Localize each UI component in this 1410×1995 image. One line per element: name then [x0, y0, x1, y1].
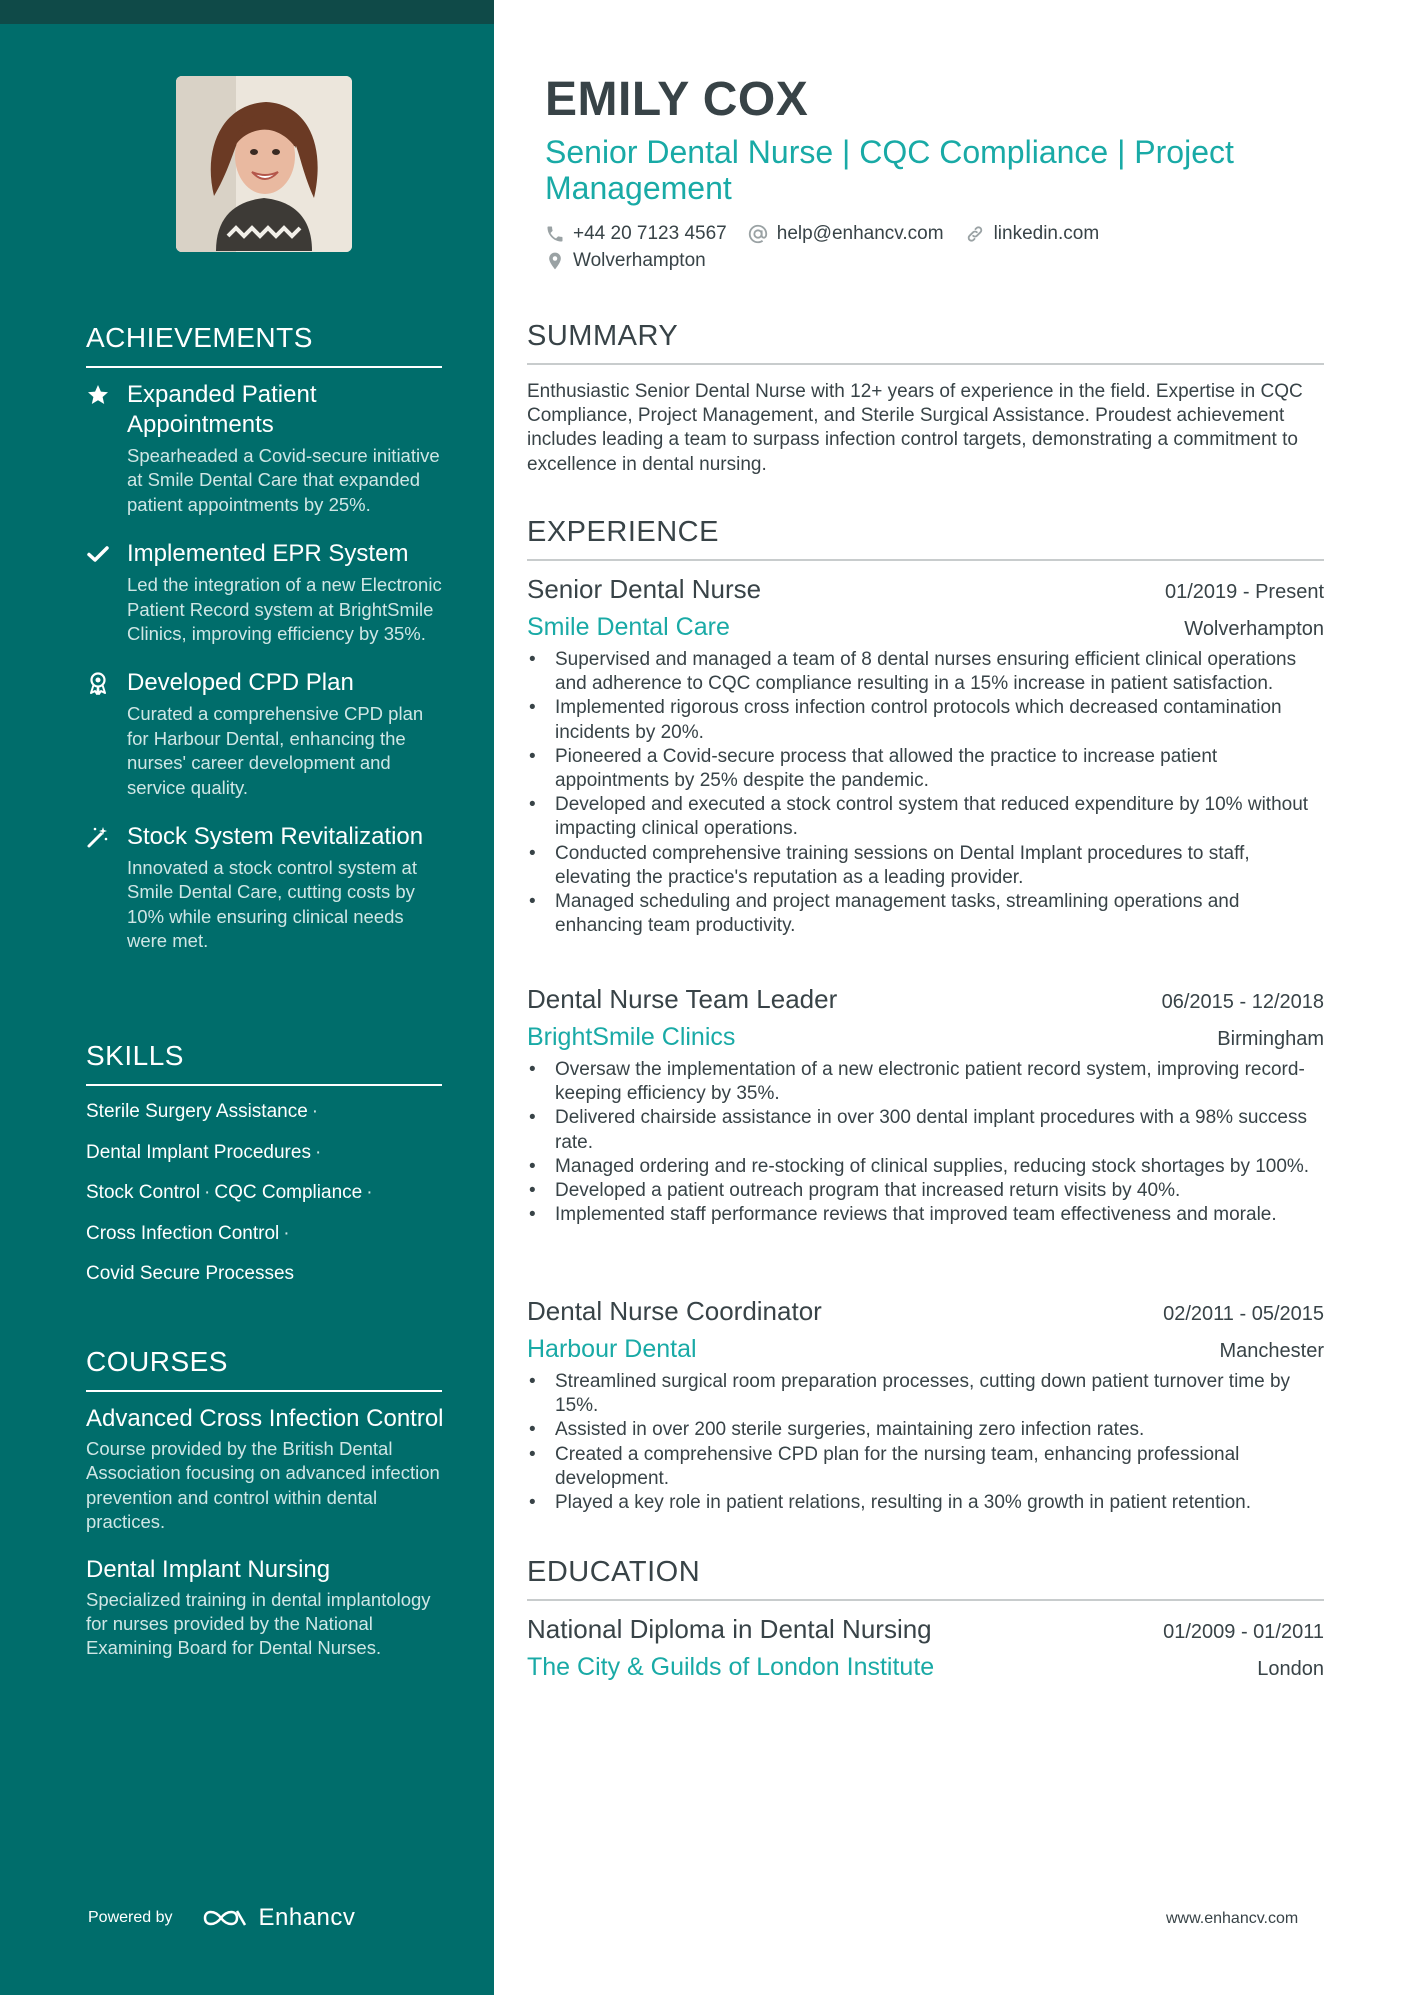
footer-url[interactable]: www.enhancv.com — [1166, 1910, 1299, 1927]
job-title: Senior Dental Nurse — [527, 574, 762, 604]
course-description: Specialized training in dental implantology for nurses provided by the National Examining Board for Dental Nurses. — [86, 1588, 431, 1659]
bullet-item: • Created a comprehensive CPD plan for the nursing team, enhancing professional development. — [527, 1443, 1324, 1491]
company-name: Harbour Dental — [527, 1335, 697, 1363]
skill-separator: · — [366, 1182, 373, 1203]
achievement-description: Curated a comprehensive CPD plan for Harbour Dental, enhancing the nurses' career development and service quality. — [127, 703, 424, 798]
bullet-item: • Managed ordering and re-stocking of clinical supplies, reducing stock shortages by 100%. — [527, 1155, 1324, 1179]
sidebar — [0, 0, 494, 1995]
course-item — [86, 1404, 446, 1535]
bullet-item: • Implemented rigorous cross infection control protocols which decreased contamination incidents by 20%. — [527, 696, 1324, 744]
bullet-item: • Assisted in over 200 sterile surgeries, maintaining zero infection rates. — [527, 1418, 1324, 1442]
skill-separator: · — [314, 1141, 322, 1163]
job-bullets — [527, 1058, 1324, 1227]
phone-number: +44 20 7123 4567 — [573, 222, 727, 244]
achievement-description: Spearheaded a Covid-secure initiative at Smile Dental Care that expanded patient appointments by 25%. — [127, 445, 440, 515]
achievement-title: Stock System Revitalization — [127, 823, 424, 851]
skill-item: Cross Infection Control — [86, 1222, 280, 1244]
achievement-item — [86, 380, 446, 517]
skill-item: Covid Secure Processes — [86, 1263, 295, 1284]
achievement-title: Developed CPD Plan — [127, 669, 354, 697]
award-icon — [86, 671, 110, 695]
contact-email[interactable] — [747, 220, 944, 247]
at-sign-icon — [747, 223, 769, 245]
bullet-item: • Pioneered a Covid-secure process that allowed the practice to increase patient appointments by 25% despite the pandemic. — [527, 745, 1324, 793]
company-name: BrightSmile Clinics — [527, 1023, 736, 1051]
skill-row — [86, 1222, 446, 1246]
bullet-item: • Developed a patient outreach program that increased return visits by 40%. — [527, 1179, 1324, 1203]
experience-item — [527, 1296, 1324, 1515]
profile-photo — [176, 76, 352, 252]
skill-row — [86, 1141, 446, 1165]
education-item — [527, 1614, 1324, 1682]
achievement-description: Innovated a stock control system at Smile Dental Care, cutting costs by 10% while ensuring clinical needs were met. — [127, 857, 417, 952]
enhancv-logo[interactable] — [201, 1904, 356, 1932]
enhancv-logo-icon — [201, 1905, 249, 1931]
skill-item: CQC Compliance — [214, 1182, 363, 1203]
skill-item: Sterile Surgery Assistance — [86, 1101, 308, 1122]
bullet-item: • Played a key role in patient relations, resulting in a 30% growth in patient retention. — [527, 1491, 1324, 1515]
courses-list — [86, 1404, 446, 1681]
phone-icon — [545, 224, 565, 244]
skill-row — [86, 1100, 446, 1124]
achievement-description: Led the integration of a new Electronic Patient Record system at BrightSmile Clinics, improving efficiency by 35%. — [127, 574, 442, 645]
contact-website[interactable] — [964, 220, 1100, 247]
bullet-item: • Streamlined surgical room preparation processes, cutting down patient turnover time by 15%. — [527, 1370, 1324, 1418]
skill-separator: · — [311, 1101, 319, 1122]
education-location: London — [1257, 1658, 1324, 1680]
website-link: linkedin.com — [993, 222, 1100, 244]
skills-heading: SKILLS — [86, 1040, 442, 1086]
experience-heading: EXPERIENCE — [527, 516, 1324, 561]
achievement-item — [86, 539, 446, 646]
experience-item — [527, 574, 1324, 938]
bullet-item: • Supervised and managed a team of 8 dental nurses ensuring efficient clinical operations and adherence to CQC compliance resulting in a 15% increase in patient satisfaction. — [527, 648, 1324, 696]
job-bullets — [527, 1370, 1324, 1515]
candidate-name: EMILY COX — [545, 73, 809, 126]
summary-heading: SUMMARY — [527, 320, 1324, 365]
bullet-item: • Oversaw the implementation of a new electronic patient record system, improving record-keeping efficiency by 35%. — [527, 1058, 1324, 1106]
bullet-item: • Managed scheduling and project management tasks, streamlining operations and enhancing team productivity. — [527, 890, 1324, 938]
contact-info — [545, 220, 1265, 274]
achievement-item — [86, 668, 446, 800]
courses-heading: COURSES — [86, 1346, 442, 1392]
bullet-item: • Implemented staff performance reviews that improved team effectiveness and morale. — [527, 1203, 1324, 1227]
achievement-title: Implemented EPR System — [127, 540, 409, 568]
degree-title: National Diploma in Dental Nursing — [527, 1614, 932, 1644]
location-pin-icon — [545, 250, 565, 272]
job-title: Dental Nurse Team Leader — [527, 984, 838, 1014]
brand-name: Enhancv — [258, 1904, 356, 1931]
bullet-item: • Conducted comprehensive training sessions on Dental Implant procedures to staff, elevating the practice's reputation as a leading provider. — [527, 842, 1324, 890]
magic-wand-icon — [86, 825, 110, 849]
sidebar-top-bar — [0, 0, 494, 24]
achievements-heading: ACHIEVEMENTS — [86, 322, 442, 368]
job-location: Wolverhampton — [1184, 618, 1324, 640]
job-dates: 06/2015 - 12/2018 — [1161, 991, 1324, 1013]
link-icon — [964, 223, 986, 245]
course-title: Advanced Cross Infection Control — [86, 1405, 444, 1432]
education-dates: 01/2009 - 01/2011 — [1163, 1621, 1324, 1643]
candidate-headline: Senior Dental Nurse | CQC Compliance | Project Management — [545, 134, 1234, 206]
course-title: Dental Implant Nursing — [86, 1555, 331, 1583]
experience-item — [527, 984, 1324, 1227]
check-icon — [86, 542, 110, 566]
contact-location — [545, 247, 706, 274]
achievements-list — [86, 380, 446, 976]
skill-row — [86, 1181, 446, 1205]
skill-item: Dental Implant Procedures — [86, 1141, 311, 1163]
job-dates: 01/2019 - Present — [1165, 581, 1324, 603]
education-heading: EDUCATION — [527, 1556, 1324, 1601]
star-icon — [86, 383, 110, 407]
powered-by — [88, 1904, 355, 1932]
resume-header — [545, 72, 1345, 274]
course-item — [86, 1555, 446, 1661]
job-dates: 02/2011 - 05/2015 — [1163, 1303, 1324, 1325]
achievement-title: Expanded Patient Appointments — [127, 381, 317, 438]
job-bullets — [527, 648, 1324, 938]
course-description: Course provided by the British Dental Association focusing on advanced infection prevention and control within dental practices. — [86, 1438, 440, 1533]
job-location: Birmingham — [1217, 1028, 1324, 1050]
skill-item: Stock Control — [86, 1182, 201, 1203]
location-text: Wolverhampton — [573, 249, 706, 271]
skill-row — [86, 1262, 446, 1286]
summary-text: Enthusiastic Senior Dental Nurse with 12+ years of experience in the field. Expertise in CQC Compliance, Project Management, and Sterile Surgical Assistance. Proudest achievement includes leading a team to surpass infection control targets, demonstrating a commitment to excellence in dental nursing. — [527, 381, 1303, 475]
school-name: The City & Guilds of London Institute — [527, 1653, 935, 1681]
email-address: help@enhancv.com — [776, 222, 944, 244]
skill-separator: · — [204, 1182, 211, 1203]
skill-separator: · — [283, 1222, 290, 1244]
company-name: Smile Dental Care — [527, 613, 730, 641]
job-title: Dental Nurse Coordinator — [527, 1296, 822, 1326]
achievement-item — [86, 822, 446, 954]
skills-list — [86, 1100, 446, 1303]
contact-phone[interactable] — [545, 220, 727, 247]
bullet-item: • Delivered chairside assistance in over 300 dental implant procedures with a 98% success rate. — [527, 1106, 1324, 1154]
bullet-item: • Developed and executed a stock control system that reduced expenditure by 10% without impacting clinical operations. — [527, 793, 1324, 841]
job-location: Manchester — [1219, 1340, 1324, 1362]
powered-by-label: Powered by — [88, 1909, 173, 1926]
